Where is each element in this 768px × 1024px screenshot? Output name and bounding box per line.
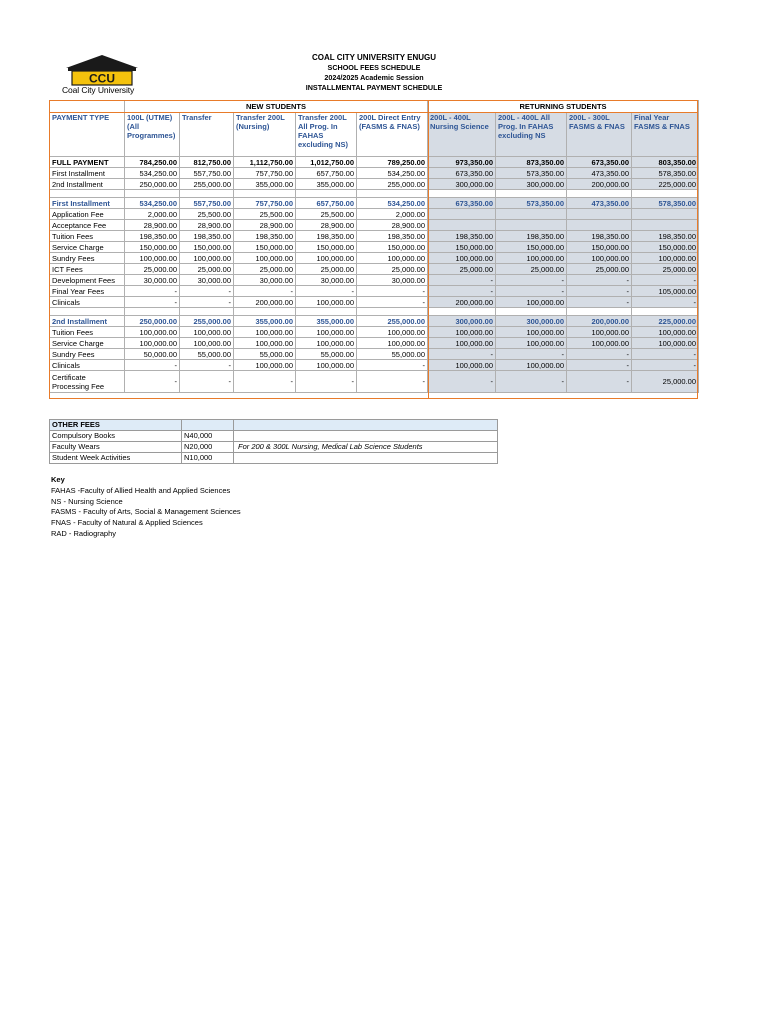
other-fee-item: Student Week Activities	[50, 453, 182, 464]
col-header-nursing-science: 200L - 400L Nursing Science	[428, 113, 496, 157]
fee-row	[50, 157, 699, 168]
fee-amount-cell: 578,350.00	[632, 168, 699, 179]
column-header-row	[50, 113, 699, 157]
fee-amount-cell: 355,000.00	[234, 316, 296, 327]
fee-amount-cell: -	[180, 371, 234, 393]
spacer-cell	[496, 190, 567, 198]
fee-amount-cell: 300,000.00	[496, 316, 567, 327]
fee-amount-cell: -	[125, 286, 180, 297]
fee-row-label: Sundry Fees	[50, 349, 125, 360]
fee-amount-cell: 100,000.00	[567, 327, 632, 338]
other-fee-amount: N10,000	[182, 453, 234, 464]
fee-row-label: First Installment	[50, 168, 125, 179]
fee-amount-cell: -	[234, 286, 296, 297]
fee-amount-cell: 25,000.00	[296, 264, 357, 275]
key-item: FNAS - Faculty of Natural & Applied Sciences	[51, 518, 203, 528]
fee-amount-cell: 873,350.00	[496, 157, 567, 168]
fee-amount-cell	[567, 209, 632, 220]
fee-amount-cell: 534,250.00	[357, 198, 428, 209]
fee-amount-cell: 198,350.00	[234, 231, 296, 242]
fee-amount-cell: 100,000.00	[296, 327, 357, 338]
schedule-title: SCHOOL FEES SCHEDULE	[327, 63, 421, 72]
other-fees-row	[50, 453, 498, 464]
other-fees-header-blank	[182, 420, 234, 431]
spacer-cell	[357, 308, 428, 316]
fee-amount-cell: 2,000.00	[125, 209, 180, 220]
group-header-row	[50, 101, 699, 113]
fee-amount-cell	[632, 209, 699, 220]
fee-amount-cell: -	[180, 286, 234, 297]
fee-amount-cell: 200,000.00	[567, 179, 632, 190]
other-fee-note: For 200 & 300L Nursing, Medical Lab Science Students	[234, 442, 498, 453]
fee-amount-cell: 534,250.00	[357, 168, 428, 179]
fee-amount-cell: 198,350.00	[180, 231, 234, 242]
fee-amount-cell: 255,000.00	[180, 179, 234, 190]
fee-row	[50, 316, 699, 327]
fee-amount-cell: 50,000.00	[125, 349, 180, 360]
fee-amount-cell: 757,750.00	[234, 168, 296, 179]
fee-amount-cell: 100,000.00	[234, 338, 296, 349]
fee-amount-cell: 225,000.00	[632, 316, 699, 327]
fee-amount-cell: 355,000.00	[234, 179, 296, 190]
spacer-cell	[632, 308, 699, 316]
fee-amount-cell: 198,350.00	[428, 231, 496, 242]
fee-amount-cell: 55,000.00	[357, 349, 428, 360]
fee-row-label: Development Fees	[50, 275, 125, 286]
other-fees-row	[50, 431, 498, 442]
fee-amount-cell: 225,000.00	[632, 179, 699, 190]
fee-amount-cell: -	[567, 371, 632, 393]
fee-amount-cell: 973,350.00	[428, 157, 496, 168]
fee-amount-cell: 150,000.00	[296, 242, 357, 253]
fee-row-label: Service Charge	[50, 338, 125, 349]
fee-amount-cell: 28,900.00	[125, 220, 180, 231]
fee-amount-cell: 150,000.00	[632, 242, 699, 253]
fee-amount-cell: 25,000.00	[567, 264, 632, 275]
fee-row	[50, 286, 699, 297]
fee-row-label: Certificate Processing Fee	[50, 371, 125, 393]
fee-amount-cell: 100,000.00	[125, 338, 180, 349]
fee-amount-cell: -	[567, 286, 632, 297]
fee-row-label: Acceptance Fee	[50, 220, 125, 231]
col-header-100l-utme: 100L (UTME) (All Programmes)	[125, 113, 180, 157]
fee-amount-cell: 150,000.00	[428, 242, 496, 253]
spacer-row	[50, 190, 699, 198]
document-title-block	[239, 53, 509, 93]
fee-amount-cell: 100,000.00	[567, 338, 632, 349]
fee-amount-cell: 1,112,750.00	[234, 157, 296, 168]
fee-amount-cell: 150,000.00	[180, 242, 234, 253]
fee-amount-cell: 100,000.00	[632, 327, 699, 338]
fee-amount-cell: -	[428, 371, 496, 393]
fee-amount-cell: 534,250.00	[125, 168, 180, 179]
fee-amount-cell: 757,750.00	[234, 198, 296, 209]
fee-amount-cell: 200,000.00	[234, 297, 296, 308]
fee-amount-cell: 25,000.00	[357, 264, 428, 275]
fee-amount-cell	[632, 220, 699, 231]
fee-row-label: 2nd Installment	[50, 179, 125, 190]
fee-amount-cell: 198,350.00	[357, 231, 428, 242]
col-header-transfer: Transfer	[180, 113, 234, 157]
spacer-cell	[180, 308, 234, 316]
spacer-cell	[296, 190, 357, 198]
col-header-200l-direct-entry: 200L Direct Entry (FASMS & FNAS)	[357, 113, 428, 157]
fee-amount-cell: -	[125, 371, 180, 393]
fee-amount-cell: 25,000.00	[428, 264, 496, 275]
fee-amount-cell: 100,000.00	[357, 327, 428, 338]
fee-row	[50, 198, 699, 209]
fee-row-label: Sundry Fees	[50, 253, 125, 264]
fee-amount-cell: 100,000.00	[234, 253, 296, 264]
spacer-cell	[496, 308, 567, 316]
key-item: RAD - Radiography	[51, 528, 117, 538]
fee-amount-cell: 100,000.00	[632, 338, 699, 349]
spacer-cell	[234, 190, 296, 198]
fee-amount-cell: 100,000.00	[234, 360, 296, 371]
logo-text: Coal City University	[62, 85, 135, 95]
fee-amount-cell: 28,900.00	[180, 220, 234, 231]
fee-amount-cell: 100,000.00	[357, 253, 428, 264]
fee-amount-cell: 198,350.00	[496, 231, 567, 242]
fee-row	[50, 168, 699, 179]
fee-row-label: Final Year Fees	[50, 286, 125, 297]
fee-amount-cell: 55,000.00	[234, 349, 296, 360]
returning-students-header: RETURNING STUDENTS	[428, 101, 699, 113]
col-header-payment-type: PAYMENT TYPE	[50, 113, 125, 157]
fee-amount-cell: 355,000.00	[296, 316, 357, 327]
fee-amount-cell: -	[296, 371, 357, 393]
fee-amount-cell: 300,000.00	[428, 179, 496, 190]
fee-amount-cell: 198,350.00	[125, 231, 180, 242]
spacer-cell	[125, 190, 180, 198]
fee-amount-cell: -	[632, 297, 699, 308]
fee-amount-cell: 100,000.00	[296, 297, 357, 308]
fee-amount-cell	[428, 220, 496, 231]
fee-amount-cell: -	[567, 297, 632, 308]
fee-amount-cell: 789,250.00	[357, 157, 428, 168]
fee-amount-cell: 25,500.00	[296, 209, 357, 220]
col-header-final-year: Final Year FASMS & FNAS	[632, 113, 699, 157]
fee-amount-cell: 803,350.00	[632, 157, 699, 168]
fee-amount-cell: 573,350.00	[496, 198, 567, 209]
fee-row	[50, 327, 699, 338]
fee-row-label: Clinicals	[50, 360, 125, 371]
fee-amount-cell: 1,012,750.00	[296, 157, 357, 168]
fee-amount-cell: 557,750.00	[180, 198, 234, 209]
new-students-header: NEW STUDENTS	[125, 101, 428, 113]
spacer-cell	[428, 308, 496, 316]
key-item: NS - Nursing Science	[51, 496, 123, 506]
fee-amount-cell: 150,000.00	[496, 242, 567, 253]
fee-amount-cell: -	[428, 275, 496, 286]
fee-row-label: FULL PAYMENT	[50, 157, 125, 168]
other-fee-amount: N20,000	[182, 442, 234, 453]
fee-amount-cell: 100,000.00	[296, 253, 357, 264]
fee-row	[50, 220, 699, 231]
fee-amount-cell: 100,000.00	[180, 253, 234, 264]
fee-amount-cell: -	[357, 286, 428, 297]
group-blank-cell	[50, 101, 125, 113]
fee-amount-cell: -	[567, 349, 632, 360]
fee-row	[50, 253, 699, 264]
fee-amount-cell: 100,000.00	[296, 360, 357, 371]
other-fees-row	[50, 442, 498, 453]
fee-amount-cell: 28,900.00	[357, 220, 428, 231]
fee-amount-cell: 100,000.00	[496, 297, 567, 308]
fee-amount-cell: -	[234, 371, 296, 393]
fee-amount-cell: 25,000.00	[632, 264, 699, 275]
fee-amount-cell: 100,000.00	[428, 360, 496, 371]
col-header-transfer-200l-fahas: Transfer 200L All Prog. In FAHAS excluding NS)	[296, 113, 357, 157]
fee-amount-cell: 100,000.00	[234, 327, 296, 338]
fee-amount-cell: -	[428, 349, 496, 360]
spacer-cell	[50, 190, 125, 198]
fee-amount-cell: 30,000.00	[180, 275, 234, 286]
fee-row	[50, 242, 699, 253]
fee-amount-cell: -	[632, 275, 699, 286]
fee-row	[50, 349, 699, 360]
fee-amount-cell: 25,500.00	[234, 209, 296, 220]
fee-row-label: Service Charge	[50, 242, 125, 253]
fee-amount-cell: 2,000.00	[357, 209, 428, 220]
fee-amount-cell: 473,350.00	[567, 198, 632, 209]
spacer-cell	[357, 190, 428, 198]
fee-row	[50, 297, 699, 308]
fee-amount-cell: 473,350.00	[567, 168, 632, 179]
spacer-cell	[632, 190, 699, 198]
fee-amount-cell: 573,350.00	[496, 168, 567, 179]
fee-amount-cell: 100,000.00	[496, 327, 567, 338]
fee-amount-cell: 25,000.00	[180, 264, 234, 275]
fee-amount-cell: -	[180, 360, 234, 371]
other-fees-table	[49, 419, 498, 464]
other-fee-item: Faculty Wears	[50, 442, 182, 453]
fee-amount-cell: -	[496, 275, 567, 286]
col-header-fasms-fnas: 200L - 300L FASMS & FNAS	[567, 113, 632, 157]
fee-amount-cell: 100,000.00	[125, 253, 180, 264]
fee-amount-cell: 300,000.00	[428, 316, 496, 327]
fee-amount-cell: 100,000.00	[496, 360, 567, 371]
fee-amount-cell: 100,000.00	[357, 338, 428, 349]
fee-amount-cell: 198,350.00	[632, 231, 699, 242]
key-item: FASMS - Faculty of Arts, Social & Management Sciences	[51, 507, 241, 517]
other-fee-note	[234, 431, 498, 442]
fee-amount-cell: 255,000.00	[180, 316, 234, 327]
fee-amount-cell: 657,750.00	[296, 198, 357, 209]
col-header-fahas-excluding-ns: 200L - 400L All Prog. In FAHAS excluding NS	[496, 113, 567, 157]
fee-amount-cell: 355,000.00	[296, 179, 357, 190]
other-fees-header-blank	[234, 420, 498, 431]
fee-amount-cell: 105,000.00	[632, 286, 699, 297]
fee-amount-cell: -	[357, 360, 428, 371]
fees-table	[49, 100, 699, 393]
spacer-cell	[567, 190, 632, 198]
spacer-cell	[428, 190, 496, 198]
fee-amount-cell: 100,000.00	[496, 253, 567, 264]
fee-amount-cell: 198,350.00	[567, 231, 632, 242]
fee-amount-cell: 673,350.00	[567, 157, 632, 168]
other-fee-note	[234, 453, 498, 464]
abbreviation-key	[51, 475, 241, 540]
fee-row	[50, 275, 699, 286]
fee-amount-cell: -	[357, 371, 428, 393]
fee-amount-cell: 100,000.00	[428, 253, 496, 264]
university-name: COAL CITY UNIVERSITY ENUGU	[311, 53, 437, 62]
fee-amount-cell: 28,900.00	[296, 220, 357, 231]
other-fee-amount: N40,000	[182, 431, 234, 442]
fee-row-label: Application Fee	[50, 209, 125, 220]
fee-amount-cell: 100,000.00	[567, 253, 632, 264]
fee-amount-cell: 25,000.00	[125, 264, 180, 275]
fee-amount-cell: 100,000.00	[428, 327, 496, 338]
spacer-cell	[234, 308, 296, 316]
fee-amount-cell: 784,250.00	[125, 157, 180, 168]
fee-amount-cell: 150,000.00	[125, 242, 180, 253]
fee-amount-cell: -	[357, 297, 428, 308]
fee-amount-cell	[428, 209, 496, 220]
fee-amount-cell: 30,000.00	[125, 275, 180, 286]
other-fees-header-row	[50, 420, 498, 431]
fee-amount-cell	[496, 220, 567, 231]
fee-amount-cell: 673,350.00	[428, 198, 496, 209]
fee-amount-cell: 150,000.00	[567, 242, 632, 253]
fee-amount-cell: 55,000.00	[180, 349, 234, 360]
fee-amount-cell: 200,000.00	[428, 297, 496, 308]
spacer-cell	[180, 190, 234, 198]
fee-amount-cell: 250,000.00	[125, 179, 180, 190]
fee-amount-cell: 534,250.00	[125, 198, 180, 209]
fee-amount-cell: 25,500.00	[180, 209, 234, 220]
fee-row	[50, 209, 699, 220]
fee-amount-cell: 578,350.00	[632, 198, 699, 209]
fee-row	[50, 360, 699, 371]
fee-amount-cell: 25,000.00	[496, 264, 567, 275]
university-logo	[62, 54, 142, 98]
fee-row-label: 2nd Installment	[50, 316, 125, 327]
fee-row	[50, 179, 699, 190]
fee-amount-cell: 673,350.00	[428, 168, 496, 179]
fee-amount-cell: 100,000.00	[180, 327, 234, 338]
fee-amount-cell: 100,000.00	[125, 327, 180, 338]
fee-amount-cell: 255,000.00	[357, 179, 428, 190]
fee-amount-cell: 812,750.00	[180, 157, 234, 168]
fees-table-body	[50, 101, 699, 393]
fee-amount-cell: 198,350.00	[296, 231, 357, 242]
fee-amount-cell: 150,000.00	[357, 242, 428, 253]
spacer-cell	[125, 308, 180, 316]
fee-amount-cell: 250,000.00	[125, 316, 180, 327]
fee-row	[50, 338, 699, 349]
fee-amount-cell: -	[567, 360, 632, 371]
other-fee-item: Compulsory Books	[50, 431, 182, 442]
fee-row-label: Tuition Fees	[50, 231, 125, 242]
fee-amount-cell: 25,000.00	[234, 264, 296, 275]
fee-amount-cell: 28,900.00	[234, 220, 296, 231]
key-item: FAHAS -Faculty of Allied Health and Applied Sciences	[51, 485, 231, 495]
fee-amount-cell: -	[632, 349, 699, 360]
col-header-transfer-200l-nursing: Transfer 200L (Nursing)	[234, 113, 296, 157]
fee-amount-cell: 55,000.00	[296, 349, 357, 360]
fee-amount-cell: -	[180, 297, 234, 308]
spacer-cell	[50, 308, 125, 316]
fee-amount-cell: 100,000.00	[428, 338, 496, 349]
fee-amount-cell: 657,750.00	[296, 168, 357, 179]
fee-amount-cell: 150,000.00	[234, 242, 296, 253]
fee-row	[50, 231, 699, 242]
fee-amount-cell: -	[632, 360, 699, 371]
fee-row-label: ICT Fees	[50, 264, 125, 275]
fee-amount-cell: 25,000.00	[632, 371, 699, 393]
academic-session: 2024/2025 Academic Session	[324, 73, 424, 82]
fee-amount-cell: 30,000.00	[357, 275, 428, 286]
fee-amount-cell	[496, 209, 567, 220]
spacer-cell	[296, 308, 357, 316]
fee-amount-cell	[567, 220, 632, 231]
key-title: Key	[51, 475, 65, 484]
fee-amount-cell: 200,000.00	[567, 316, 632, 327]
fee-amount-cell: 100,000.00	[632, 253, 699, 264]
fee-amount-cell: -	[125, 297, 180, 308]
spacer-row	[50, 308, 699, 316]
fee-amount-cell: 100,000.00	[496, 338, 567, 349]
svg-text:CCU: CCU	[89, 71, 115, 86]
fee-amount-cell: -	[496, 371, 567, 393]
other-fees-title: OTHER FEES	[50, 420, 182, 431]
fee-amount-cell: 300,000.00	[496, 179, 567, 190]
fee-amount-cell: -	[125, 360, 180, 371]
fee-amount-cell: 30,000.00	[234, 275, 296, 286]
fee-amount-cell: -	[567, 275, 632, 286]
fee-row	[50, 371, 699, 393]
fee-amount-cell: -	[496, 349, 567, 360]
fee-amount-cell: 557,750.00	[180, 168, 234, 179]
logo-emblem	[62, 54, 142, 88]
fee-amount-cell: 100,000.00	[296, 338, 357, 349]
spacer-cell	[567, 308, 632, 316]
fee-row-label: First Installment	[50, 198, 125, 209]
fee-amount-cell: -	[496, 286, 567, 297]
fee-amount-cell: 100,000.00	[180, 338, 234, 349]
schedule-subtitle: INSTALLMENTAL PAYMENT SCHEDULE	[305, 83, 443, 92]
fee-row	[50, 264, 699, 275]
fee-amount-cell: 255,000.00	[357, 316, 428, 327]
fee-amount-cell: 30,000.00	[296, 275, 357, 286]
fee-row-label: Tuition Fees	[50, 327, 125, 338]
fee-amount-cell: -	[428, 286, 496, 297]
fee-amount-cell: -	[296, 286, 357, 297]
fee-row-label: Clinicals	[50, 297, 125, 308]
